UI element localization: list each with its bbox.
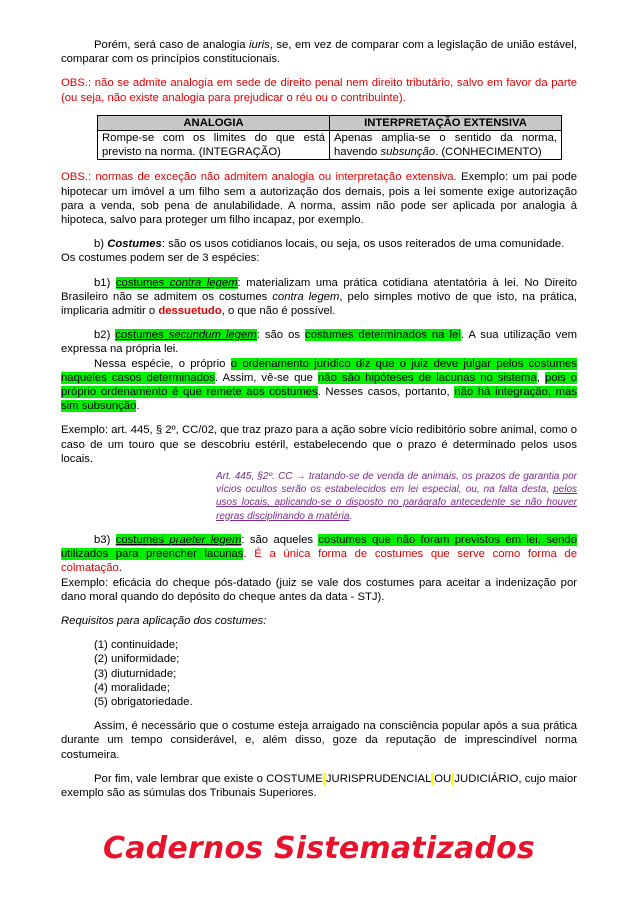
text: , pelo simples motivo de que isto, na prática, implicaria admitir o xyxy=(61,290,577,318)
paragraph-costumes xyxy=(61,237,577,251)
requisitos-list xyxy=(94,638,577,709)
text-italic: secundum legem xyxy=(168,329,257,342)
list-item: (5) obrigatoriedade. xyxy=(94,695,193,708)
text-italic: contra legem xyxy=(272,290,340,303)
requisitos-title: Requisitos para aplicação dos costumes: xyxy=(61,614,267,627)
text: b3) xyxy=(94,533,116,546)
paragraph-nessa-especie xyxy=(61,357,577,414)
paragraph-especies: Os costumes podem ser de 3 espécies: xyxy=(61,252,260,265)
paragraph-b1-contra-legem xyxy=(61,276,577,319)
text: costumes xyxy=(115,276,170,289)
text: . Assim, vê-se que xyxy=(214,371,319,384)
highlight-green: não são hipóteses de lacunas no sistema xyxy=(318,371,537,384)
text: OU xyxy=(434,772,452,785)
text: Por fim, vale lembrar que existe o COSTUME xyxy=(94,772,323,785)
list-item: (2) uniformidade; xyxy=(94,653,180,666)
text: b1) xyxy=(94,276,116,289)
highlight-green: costumes determinados na lei xyxy=(305,329,461,342)
text-bold-italic: Costumes xyxy=(107,238,162,251)
highlight-green: o ordenamento jurídico diz que o juiz deve julgar pelos costumes naqueles casos determinados xyxy=(61,357,577,384)
comparison-table xyxy=(97,115,562,161)
text: b) xyxy=(94,238,108,251)
text: costumes xyxy=(115,329,169,342)
text-italic: subsunção xyxy=(380,146,436,159)
text: : são os usos cotidianos locais, ou seja, os usos reiterados de uma comunidade. xyxy=(161,238,565,251)
text: . xyxy=(118,562,122,575)
text: JURISPRUDENCIAL xyxy=(325,772,431,785)
text-italic: praeter legem xyxy=(169,533,242,546)
text: , se, em vez de comparar com a legislação de união estável, comparar com os princípios constitucionais. xyxy=(61,39,577,66)
list-item: (4) moralidade; xyxy=(94,681,170,694)
highlight-green: pois o próprio ordenamento é que remete aos costumes xyxy=(61,371,578,399)
text: : são os xyxy=(256,329,306,342)
paragraph-b2-secundum-legem xyxy=(61,328,577,356)
highlight-green xyxy=(115,329,256,341)
text: . (CONHECIMENTO) xyxy=(435,146,542,159)
text-red: OBS.: normas de exceção não admitem analogia ou interpretação extensiva. xyxy=(61,171,457,184)
text: JUDICIÁRIO, cujo maior exemplo são as súmulas dos Tribunais Superiores. xyxy=(61,772,578,799)
highlight-green: não há integração, mas sim subsunção xyxy=(61,386,577,413)
highlight-green xyxy=(116,277,238,289)
text: : materializam uma prática cotidiana atentatória à lei. No Direito Brasileiro não se admitem os costumes xyxy=(61,276,578,303)
text: . Nesses casos, portanto, xyxy=(317,386,455,399)
quote-art-445 xyxy=(216,470,577,523)
paragraph-analogia-iuris xyxy=(61,38,577,66)
text: . A sua utilização vem expressa na própria lei. xyxy=(61,329,578,356)
paragraph-por-fim xyxy=(61,772,577,800)
text: . xyxy=(243,548,255,561)
document-body xyxy=(61,38,577,810)
text-italic: iuris xyxy=(249,39,270,51)
text-red: É a única forma de costumes que serve como forma de colmatação xyxy=(61,548,577,575)
paragraph-b3-praeter-legem xyxy=(61,533,577,576)
text: : são aqueles xyxy=(241,533,319,546)
text: costumes xyxy=(115,533,170,546)
list-item: (1) continuidade; xyxy=(94,639,179,652)
text: Exemplo: um pai pode hipotecar um imóvel a um filho sem a autorização dos demais, pois a lei somente exige autorização para a venda, sob pena de anulabilidade. A norma, assim não pode ser aplicada por analogia à hipoteca, salvo para proteger um filho incapaz, por exemplo. xyxy=(61,171,578,227)
text: Porém, será caso de analogia xyxy=(94,39,250,51)
paragraph-exemplo-445: Exemplo: art. 445, § 2º, CC/02, que traz prazo para a ação sobre vício redibitório sobre animal, como o caso de um touro que se descobriu estéril, estabelecendo que o prazo é determinado pelos usos locais. xyxy=(61,424,577,465)
paragraph-exemplo-cheque: Exemplo: eficácia do cheque pós-datado (juiz se vale dos costumes para aceitar a indenização por dano moral quando do depósito do cheque antes da data - STJ). xyxy=(61,576,577,603)
text: Nessa espécie, o próprio xyxy=(94,357,231,370)
paragraph-assim: Assim, é necessário que o costume esteja arraigado na consciência popular após a sua prática durante um tempo considerável, e, além disso, goze da reputação de imprescindível norma costumeira. xyxy=(61,720,577,761)
obs-analogia-penal: OBS.: não se admite analogia em sede de direito penal nem direito tributário, salvo em favor da parte (ou seja, não existe analogia para prejudicar o réu ou o contribuinte). xyxy=(61,77,577,104)
text-red-bold: dessuetudo xyxy=(158,305,222,318)
text: , xyxy=(536,371,545,384)
table-cell-interpretacao xyxy=(330,131,562,160)
obs-normas-excecao xyxy=(61,170,577,227)
table-header-analogia: ANALOGIA xyxy=(98,115,330,130)
text: b2) xyxy=(94,329,116,342)
text: Apenas amplia-se o sentido da norma, havendo xyxy=(334,132,557,159)
table-cell-analogia: Rompe-se com os limites do que está previsto na norma. (INTEGRAÇÃO) xyxy=(98,131,330,160)
table-header-interpretacao: INTERPRETAÇÃO EXTENSIVA xyxy=(330,115,562,130)
highlight-green xyxy=(116,534,242,546)
highlight-green: costumes que não foram previstos em lei, sendo utilizados para preencher lacunas xyxy=(61,533,578,561)
text-italic: contra legem xyxy=(169,276,238,289)
text: , o que não é possível. xyxy=(221,305,336,318)
list-item: (3) diuturnidade; xyxy=(94,667,177,680)
text: . xyxy=(349,510,353,522)
text: . xyxy=(136,400,140,413)
footer-logo-text: Cadernos Sistematizados xyxy=(103,831,535,866)
text: Art. 445, §2º. CC → tratando-se de venda de animais, os prazos de garantia por vícios ocultos serão os estabelecidos em lei especial, ou, na falta desta, xyxy=(216,471,577,496)
text-underlined: pelos usos locais, aplicando-se o disposto no parágrafo antecedente se não houver regras disciplinando a matéria xyxy=(216,484,577,522)
